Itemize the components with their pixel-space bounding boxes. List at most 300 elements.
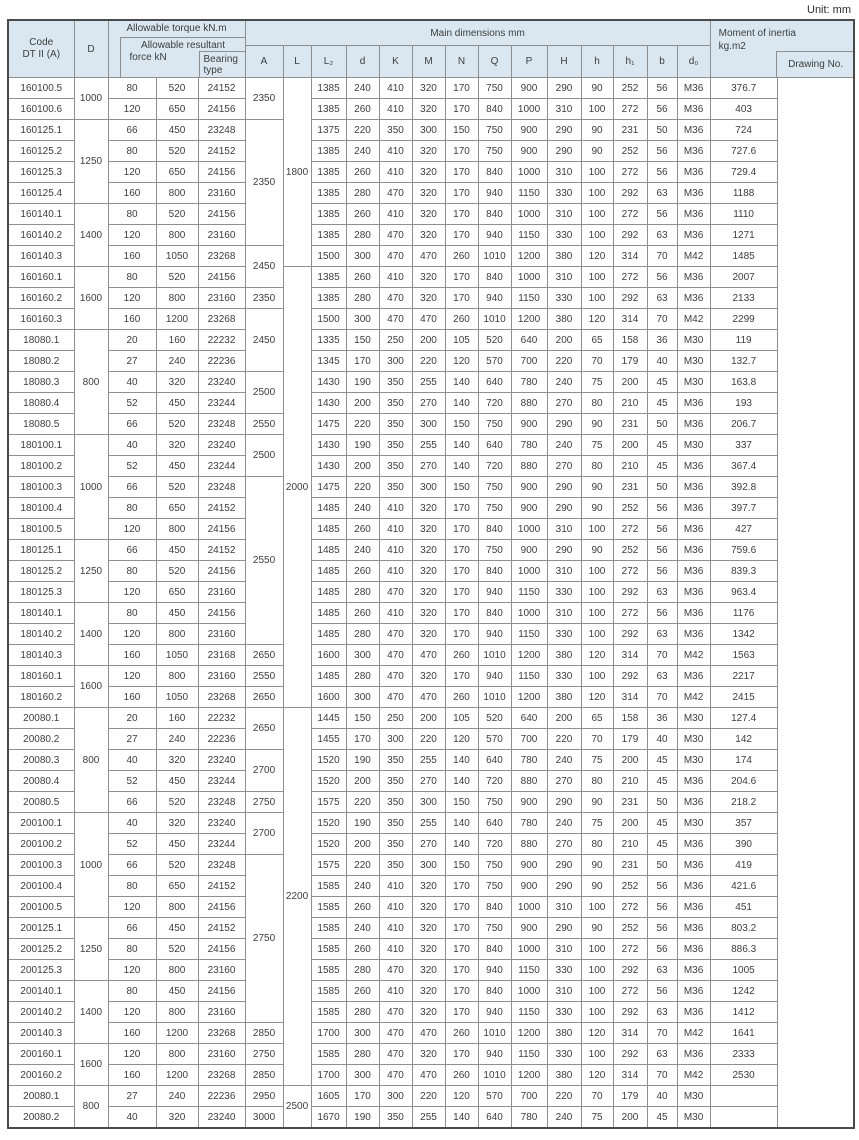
cell-b: 272	[613, 204, 647, 225]
cell-d0: 50	[647, 477, 677, 498]
cell-P: 900	[511, 498, 547, 519]
cell-code: 180100.5	[8, 519, 74, 540]
cell-A: 2350	[245, 78, 283, 120]
cell-inertia: M36	[677, 624, 710, 645]
table-row	[8, 1086, 854, 1107]
cell-P: 1200	[511, 1065, 547, 1086]
cell-d0: 63	[647, 1002, 677, 1023]
cell-force: 240	[156, 351, 198, 372]
header-drawing-no: Drawing No.	[776, 51, 854, 78]
cell-inertia: M42	[677, 1065, 710, 1086]
cell-P: 1150	[511, 225, 547, 246]
cell-code: 20080.2	[8, 1107, 74, 1129]
cell-h1-dim: 100	[581, 519, 613, 540]
cell-d: 170	[346, 351, 379, 372]
table-row	[8, 267, 854, 288]
cell-d: 280	[346, 666, 379, 687]
cell-M: 320	[412, 540, 445, 561]
cell-drawing: 1342	[710, 624, 777, 645]
cell-N: 170	[445, 540, 478, 561]
cell-inertia: M30	[677, 813, 710, 834]
cell-N: 150	[445, 477, 478, 498]
cell-M: 270	[412, 456, 445, 477]
cell-M: 320	[412, 519, 445, 540]
cell-H: 240	[547, 813, 581, 834]
cell-bearing: 24156	[198, 204, 245, 225]
cell-inertia: M36	[677, 960, 710, 981]
cell-torque: 160	[108, 645, 156, 666]
cell-H: 380	[547, 1065, 581, 1086]
cell-L2: 1485	[311, 519, 346, 540]
cell-K: 350	[379, 372, 412, 393]
cell-H: 220	[547, 1086, 581, 1107]
cell-force: 650	[156, 582, 198, 603]
cell-force: 800	[156, 1002, 198, 1023]
cell-L2: 1520	[311, 834, 346, 855]
cell-h1-dim: 80	[581, 393, 613, 414]
cell-torque: 66	[108, 414, 156, 435]
cell-K: 470	[379, 624, 412, 645]
cell-code: 160160.3	[8, 309, 74, 330]
table-row	[8, 435, 854, 456]
cell-b: 179	[613, 351, 647, 372]
cell-d0: 45	[647, 813, 677, 834]
cell-inertia: M36	[677, 771, 710, 792]
cell-bearing: 23268	[198, 1023, 245, 1044]
cell-d0: 45	[647, 1107, 677, 1129]
cell-L2: 1385	[311, 183, 346, 204]
cell-drawing: 357	[710, 813, 777, 834]
cell-K: 350	[379, 414, 412, 435]
cell-b: 314	[613, 687, 647, 708]
cell-bearing: 23268	[198, 246, 245, 267]
cell-Q: 640	[478, 435, 511, 456]
cell-d0: 56	[647, 561, 677, 582]
cell-M: 220	[412, 351, 445, 372]
cell-drawing: 376.7	[710, 78, 777, 99]
cell-K: 350	[379, 834, 412, 855]
cell-b: 292	[613, 582, 647, 603]
cell-force: 240	[156, 729, 198, 750]
table-header	[8, 20, 854, 78]
cell-H: 310	[547, 897, 581, 918]
cell-P: 900	[511, 792, 547, 813]
cell-H: 310	[547, 99, 581, 120]
cell-H: 270	[547, 834, 581, 855]
cell-h1-dim: 100	[581, 897, 613, 918]
cell-M: 320	[412, 939, 445, 960]
cell-h1-dim: 90	[581, 918, 613, 939]
cell-d: 150	[346, 330, 379, 351]
cell-P: 900	[511, 120, 547, 141]
cell-M: 220	[412, 729, 445, 750]
cell-h1-dim: 90	[581, 876, 613, 897]
cell-d0: 45	[647, 834, 677, 855]
cell-d: 280	[346, 183, 379, 204]
cell-M: 320	[412, 162, 445, 183]
header-inertia-group	[710, 20, 854, 78]
cell-d0: 45	[647, 750, 677, 771]
cell-N: 170	[445, 960, 478, 981]
cell-Q: 750	[478, 477, 511, 498]
cell-torque: 80	[108, 876, 156, 897]
cell-d: 280	[346, 582, 379, 603]
cell-bearing: 24152	[198, 498, 245, 519]
cell-force: 450	[156, 456, 198, 477]
cell-M: 320	[412, 183, 445, 204]
cell-Q: 1010	[478, 1065, 511, 1086]
cell-d: 300	[346, 1023, 379, 1044]
table-row	[8, 708, 854, 729]
cell-force: 450	[156, 540, 198, 561]
cell-M: 470	[412, 1065, 445, 1086]
cell-A: 2750	[245, 1044, 283, 1065]
cell-force: 320	[156, 1107, 198, 1129]
cell-N: 170	[445, 519, 478, 540]
cell-inertia: M36	[677, 603, 710, 624]
cell-b: 292	[613, 183, 647, 204]
cell-M: 320	[412, 897, 445, 918]
cell-drawing: 1641	[710, 1023, 777, 1044]
cell-H: 240	[547, 750, 581, 771]
cell-h1-dim: 65	[581, 708, 613, 729]
cell-P: 1000	[511, 603, 547, 624]
cell-h1-dim: 90	[581, 78, 613, 99]
cell-drawing: 392.8	[710, 477, 777, 498]
cell-h1-dim: 80	[581, 771, 613, 792]
cell-M: 320	[412, 960, 445, 981]
cell-torque: 80	[108, 981, 156, 1002]
cell-inertia: M30	[677, 435, 710, 456]
cell-bearing: 23168	[198, 645, 245, 666]
cell-b: 272	[613, 561, 647, 582]
header-code-line1: Code	[29, 37, 54, 48]
cell-N: 105	[445, 708, 478, 729]
cell-torque: 160	[108, 309, 156, 330]
cell-bearing: 23160	[198, 960, 245, 981]
cell-bearing: 23160	[198, 624, 245, 645]
cell-bearing: 23240	[198, 813, 245, 834]
cell-force: 800	[156, 519, 198, 540]
cell-bearing: 23160	[198, 1044, 245, 1065]
cell-H: 290	[547, 792, 581, 813]
cell-drawing: 729.4	[710, 162, 777, 183]
cell-b: 272	[613, 603, 647, 624]
cell-h1-dim: 100	[581, 225, 613, 246]
cell-inertia: M30	[677, 729, 710, 750]
cell-K: 470	[379, 666, 412, 687]
cell-N: 140	[445, 456, 478, 477]
cell-Q: 840	[478, 603, 511, 624]
cell-d0: 56	[647, 918, 677, 939]
table-row	[8, 372, 854, 393]
cell-drawing: 1176	[710, 603, 777, 624]
cell-M: 470	[412, 309, 445, 330]
cell-drawing: 1188	[710, 183, 777, 204]
cell-L2: 1335	[311, 330, 346, 351]
cell-N: 150	[445, 855, 478, 876]
cell-L2: 1485	[311, 540, 346, 561]
cell-force: 800	[156, 225, 198, 246]
cell-K: 350	[379, 771, 412, 792]
cell-L2: 1585	[311, 897, 346, 918]
cell-bearing: 24152	[198, 78, 245, 99]
cell-force: 650	[156, 99, 198, 120]
cell-Q: 570	[478, 351, 511, 372]
cell-drawing: 218.2	[710, 792, 777, 813]
cell-L2: 1430	[311, 393, 346, 414]
cell-d: 260	[346, 204, 379, 225]
cell-torque: 66	[108, 477, 156, 498]
cell-d0: 70	[647, 246, 677, 267]
cell-inertia: M42	[677, 246, 710, 267]
cell-Q: 840	[478, 981, 511, 1002]
cell-Q: 940	[478, 960, 511, 981]
cell-P: 1150	[511, 288, 547, 309]
cell-inertia: M36	[677, 120, 710, 141]
cell-L2: 1585	[311, 918, 346, 939]
cell-code: 160160.2	[8, 288, 74, 309]
cell-torque: 120	[108, 960, 156, 981]
cell-M: 255	[412, 372, 445, 393]
cell-K: 300	[379, 729, 412, 750]
cell-L2: 1385	[311, 78, 346, 99]
cell-K: 470	[379, 687, 412, 708]
cell-b: 252	[613, 540, 647, 561]
cell-H: 380	[547, 645, 581, 666]
cell-force: 1050	[156, 246, 198, 267]
cell-code: 200140.2	[8, 1002, 74, 1023]
cell-force: 800	[156, 183, 198, 204]
cell-P: 1150	[511, 1044, 547, 1065]
cell-P: 900	[511, 540, 547, 561]
cell-L2: 1585	[311, 1002, 346, 1023]
cell-torque: 160	[108, 246, 156, 267]
cell-b: 314	[613, 309, 647, 330]
cell-inertia: M36	[677, 918, 710, 939]
cell-bearing: 23160	[198, 582, 245, 603]
cell-P: 1150	[511, 582, 547, 603]
cell-drawing: 163.8	[710, 372, 777, 393]
cell-N: 140	[445, 393, 478, 414]
table-row	[8, 183, 854, 204]
cell-h1-dim: 100	[581, 162, 613, 183]
cell-P: 900	[511, 141, 547, 162]
header-dim-b: b	[647, 46, 677, 78]
cell-force: 450	[156, 603, 198, 624]
cell-inertia: M36	[677, 855, 710, 876]
cell-d: 200	[346, 393, 379, 414]
cell-d0: 45	[647, 372, 677, 393]
cell-drawing: 397.7	[710, 498, 777, 519]
cell-P: 700	[511, 351, 547, 372]
cell-drawing: 759.6	[710, 540, 777, 561]
cell-A: 2850	[245, 1023, 283, 1044]
cell-code: 20080.1	[8, 708, 74, 729]
cell-P: 700	[511, 1086, 547, 1107]
cell-h1-dim: 100	[581, 960, 613, 981]
cell-D: 1000	[74, 78, 108, 120]
cell-D: 1250	[74, 120, 108, 204]
cell-M: 300	[412, 120, 445, 141]
table-row	[8, 1107, 854, 1129]
cell-d: 220	[346, 792, 379, 813]
cell-M: 320	[412, 603, 445, 624]
cell-inertia: M36	[677, 183, 710, 204]
cell-H: 200	[547, 708, 581, 729]
cell-drawing: 963.4	[710, 582, 777, 603]
cell-M: 255	[412, 750, 445, 771]
cell-M: 320	[412, 498, 445, 519]
cell-P: 1150	[511, 666, 547, 687]
table-row	[8, 204, 854, 225]
cell-torque: 160	[108, 687, 156, 708]
cell-d: 260	[346, 897, 379, 918]
cell-H: 220	[547, 351, 581, 372]
cell-K: 410	[379, 498, 412, 519]
cell-inertia: M36	[677, 456, 710, 477]
cell-d0: 70	[647, 1065, 677, 1086]
cell-K: 410	[379, 204, 412, 225]
cell-P: 780	[511, 813, 547, 834]
cell-d: 220	[346, 414, 379, 435]
cell-torque: 52	[108, 771, 156, 792]
cell-torque: 120	[108, 288, 156, 309]
cell-d: 240	[346, 498, 379, 519]
cell-N: 170	[445, 939, 478, 960]
cell-h1-dim: 75	[581, 372, 613, 393]
cell-code: 180140.2	[8, 624, 74, 645]
cell-d: 220	[346, 477, 379, 498]
cell-d0: 36	[647, 330, 677, 351]
cell-torque: 160	[108, 1023, 156, 1044]
cell-Q: 840	[478, 162, 511, 183]
cell-Q: 1010	[478, 309, 511, 330]
cell-Q: 640	[478, 750, 511, 771]
cell-Q: 750	[478, 855, 511, 876]
cell-drawing: 419	[710, 855, 777, 876]
cell-d0: 56	[647, 603, 677, 624]
cell-Q: 940	[478, 1044, 511, 1065]
cell-force: 320	[156, 750, 198, 771]
cell-d0: 56	[647, 876, 677, 897]
cell-d: 190	[346, 1107, 379, 1129]
cell-d0: 56	[647, 540, 677, 561]
cell-D: 800	[74, 708, 108, 813]
header-dim-P: P	[511, 46, 547, 78]
cell-drawing: 390	[710, 834, 777, 855]
cell-b: 200	[613, 1107, 647, 1129]
cell-K: 410	[379, 603, 412, 624]
cell-A: 2550	[245, 414, 283, 435]
cell-h1-dim: 65	[581, 330, 613, 351]
cell-M: 320	[412, 666, 445, 687]
cell-inertia: M36	[677, 561, 710, 582]
cell-L2: 1585	[311, 960, 346, 981]
cell-drawing: 1271	[710, 225, 777, 246]
cell-b: 158	[613, 708, 647, 729]
cell-K: 300	[379, 351, 412, 372]
cell-H: 270	[547, 393, 581, 414]
cell-N: 170	[445, 183, 478, 204]
cell-inertia: M30	[677, 351, 710, 372]
cell-N: 170	[445, 78, 478, 99]
cell-d0: 50	[647, 855, 677, 876]
cell-force: 520	[156, 939, 198, 960]
cell-d: 190	[346, 372, 379, 393]
cell-torque: 66	[108, 792, 156, 813]
cell-torque: 80	[108, 603, 156, 624]
cell-d: 170	[346, 729, 379, 750]
cell-code: 200100.2	[8, 834, 74, 855]
cell-h1-dim: 120	[581, 246, 613, 267]
cell-inertia: M36	[677, 981, 710, 1002]
cell-L: 2200	[283, 708, 311, 1086]
cell-drawing: 2333	[710, 1044, 777, 1065]
cell-drawing: 204.6	[710, 771, 777, 792]
cell-K: 350	[379, 750, 412, 771]
cell-L: 1800	[283, 78, 311, 267]
cell-drawing: 142	[710, 729, 777, 750]
cell-H: 330	[547, 624, 581, 645]
cell-inertia: M30	[677, 330, 710, 351]
cell-K: 410	[379, 897, 412, 918]
cell-P: 1200	[511, 1023, 547, 1044]
cell-N: 170	[445, 582, 478, 603]
cell-M: 300	[412, 414, 445, 435]
cell-H: 290	[547, 120, 581, 141]
cell-h1-dim: 100	[581, 267, 613, 288]
cell-d0: 40	[647, 1086, 677, 1107]
cell-b: 272	[613, 981, 647, 1002]
cell-H: 290	[547, 498, 581, 519]
table-row	[8, 162, 854, 183]
cell-b: 210	[613, 771, 647, 792]
cell-h1-dim: 90	[581, 141, 613, 162]
cell-L2: 1485	[311, 498, 346, 519]
cell-d0: 45	[647, 435, 677, 456]
cell-L2: 1575	[311, 855, 346, 876]
cell-b: 314	[613, 645, 647, 666]
cell-A: 2950	[245, 1086, 283, 1107]
cell-d: 200	[346, 771, 379, 792]
cell-torque: 160	[108, 183, 156, 204]
cell-P: 1000	[511, 162, 547, 183]
cell-M: 300	[412, 792, 445, 813]
cell-K: 470	[379, 246, 412, 267]
cell-code: 20080.2	[8, 729, 74, 750]
cell-P: 780	[511, 372, 547, 393]
cell-bearing: 24152	[198, 540, 245, 561]
cell-h1-dim: 100	[581, 582, 613, 603]
cell-bearing: 24152	[198, 876, 245, 897]
cell-torque: 40	[108, 372, 156, 393]
cell-bearing: 24156	[198, 561, 245, 582]
cell-H: 380	[547, 246, 581, 267]
cell-Q: 840	[478, 99, 511, 120]
cell-torque: 52	[108, 456, 156, 477]
cell-inertia: M36	[677, 477, 710, 498]
cell-h1-dim: 80	[581, 456, 613, 477]
cell-H: 270	[547, 456, 581, 477]
table-row	[8, 729, 854, 750]
cell-d: 260	[346, 603, 379, 624]
cell-Q: 840	[478, 267, 511, 288]
cell-h1-dim: 100	[581, 561, 613, 582]
cell-K: 410	[379, 162, 412, 183]
cell-h1-dim: 120	[581, 645, 613, 666]
cell-inertia: M36	[677, 225, 710, 246]
